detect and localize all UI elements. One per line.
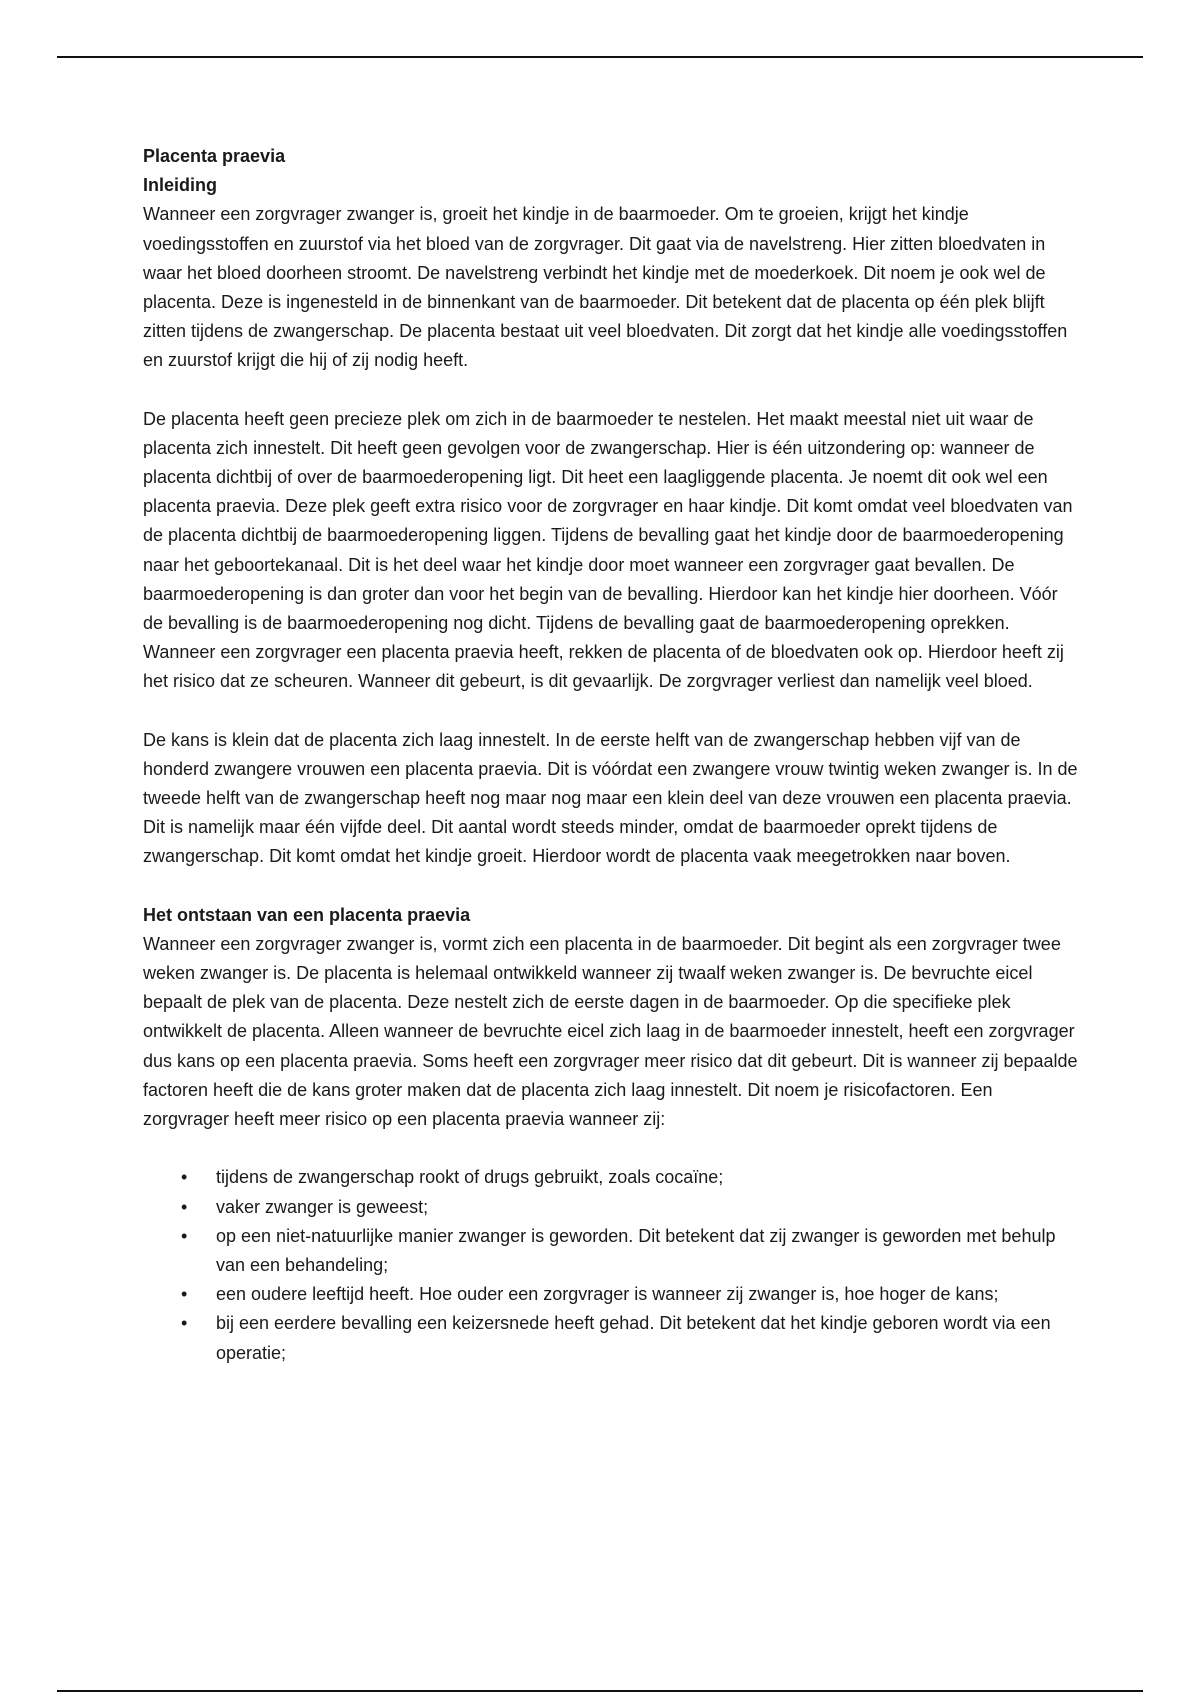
paragraph: De placenta heeft geen precieze plek om zich in de baarmoeder te nestelen. Het maakt meestal niet uit waar de placenta zich innestelt. Dit heeft geen gevolgen voor de zwangerschap. Hier is één uitzondering op: wanneer de placenta dichtbij of over de baarmoederopening ligt. Dit heet een laagliggende placenta. Je noemt dit ook wel een placenta praevia. Deze plek geeft extra risico voor de zorgvrager en haar kindje. Dit komt omdat veel bloedvaten van de placenta dichtbij de baarmoederopening liggen. Tijdens de bevalling gaat het kindje door de baarmoederopening naar het geboortekanaal. Dit is het deel waar het kindje door moet wanneer een zorgvrager gaat bevallen. De baarmoederopening is dan groter dan voor het begin van de bevalling. Hierdoor kan het kindje hier doorheen. Vóór de bevalling is de baarmoederopening nog dicht. Tijdens de bevalling gaat de baarmoederopening oprekken. Wanneer een zorgvrager een placenta praevia heeft, rekken de placenta of de bloedvaten ook op. Hierdoor heeft zij het risico dat ze scheuren. Wanneer dit gebeurt, is dit gevaarlijk. De zorgvrager verliest dan namelijk veel bloed. — [143, 408, 1073, 692]
section-heading-ontstaan: Het ontstaan van een placenta praevia — [143, 904, 471, 925]
list-item-text: een oudere leeftijd heeft. Hoe ouder een zorgvrager is wanneer zij zwanger is, hoe hoger de kans; — [216, 1284, 999, 1305]
section-heading-inleiding: Inleiding — [143, 175, 217, 196]
list-item-text: tijdens de zwangerschap rookt of drugs gebruikt, zoals cocaïne; — [216, 1167, 724, 1188]
list-item — [143, 1163, 1078, 1192]
list-item — [143, 1222, 1078, 1280]
list-item — [143, 1280, 1078, 1309]
list-item — [143, 1309, 1078, 1367]
header-rule — [57, 56, 1143, 58]
paragraph: Wanneer een zorgvrager zwanger is, groeit het kindje in de baarmoeder. Om te groeien, krijgt het kindje voedingsstoffen en zuurstof via het bloed van de zorgvrager. Dit gaat via de navelstreng. Hier zitten bloedvaten in waar het bloed doorheen stroomt. De navelstreng verbindt het kindje met de moederkoek. Dit noem je ook wel de placenta. Deze is ingenesteld in de binnenkant van de baarmoeder. Dit betekent dat de placenta op één plek blijft zitten tijdens de zwangerschap. De placenta bestaat uit veel bloedvaten. Dit zorgt dat het kindje alle voedingsstoffen en zuurstof krijgt die hij of zij nodig heeft. — [143, 204, 1068, 371]
paragraph: De kans is klein dat de placenta zich laag innestelt. In de eerste helft van de zwangerschap hebben vijf van de honderd zwangere vrouwen een placenta praevia. Dit is vóórdat een zwangere vrouw twintig weken zwanger is. In de tweede helft van de zwangerschap heeft nog maar nog maar een klein deel van deze vrouwen een placenta praevia. Dit is namelijk maar één vijfde deel. Dit aantal wordt steeds minder, omdat de baarmoeder oprekt tijdens de zwangerschap. Dit komt omdat het kindje groeit. Hierdoor wordt de placenta vaak meegetrokken naar boven. — [143, 729, 1078, 867]
bullet-icon: • — [181, 1225, 188, 1246]
footer-rule — [57, 1690, 1143, 1692]
document-title: Placenta praevia — [143, 146, 286, 166]
bullet-icon: • — [181, 1196, 188, 1217]
bullet-icon: • — [181, 1167, 188, 1188]
paragraph: Wanneer een zorgvrager zwanger is, vormt zich een placenta in de baarmoeder. Dit begint als een zorgvrager twee weken zwanger is. De placenta is helemaal ontwikkeld wanneer zij twaalf weken zwanger is. De bevruchte eicel bepaalt de plek van de placenta. Deze nestelt zich de eerste dagen in de baarmoeder. Op die specifieke plek ontwikkelt de placenta. Alleen wanneer de bevruchte eicel zich laag in de baarmoeder innestelt, heeft een zorgvrager dus kans op een placenta praevia. Soms heeft een zorgvrager meer risico dat dit gebeurt. Dit is wanneer zij bepaalde factoren heeft die de kans groter maken dat de placenta zich laag innestelt. Dit noem je risicofactoren. Een zorgvrager heeft meer risico op een placenta praevia wanneer zij: — [143, 933, 1078, 1130]
list-item-text: op een niet-natuurlijke manier zwanger is geworden. Dit betekent dat zij zwanger is geworden met behulp van een behandeling; — [216, 1225, 1056, 1275]
list-item-text: vaker zwanger is geweest; — [216, 1196, 429, 1217]
bullet-icon: • — [181, 1313, 188, 1334]
risk-factor-list — [143, 1163, 1078, 1367]
list-item — [143, 1193, 1078, 1222]
document-body — [143, 142, 1078, 1368]
bullet-icon: • — [181, 1284, 188, 1305]
list-item-text: bij een eerdere bevalling een keizersnede heeft gehad. Dit betekent dat het kindje geboren wordt via een operatie; — [216, 1313, 1051, 1363]
